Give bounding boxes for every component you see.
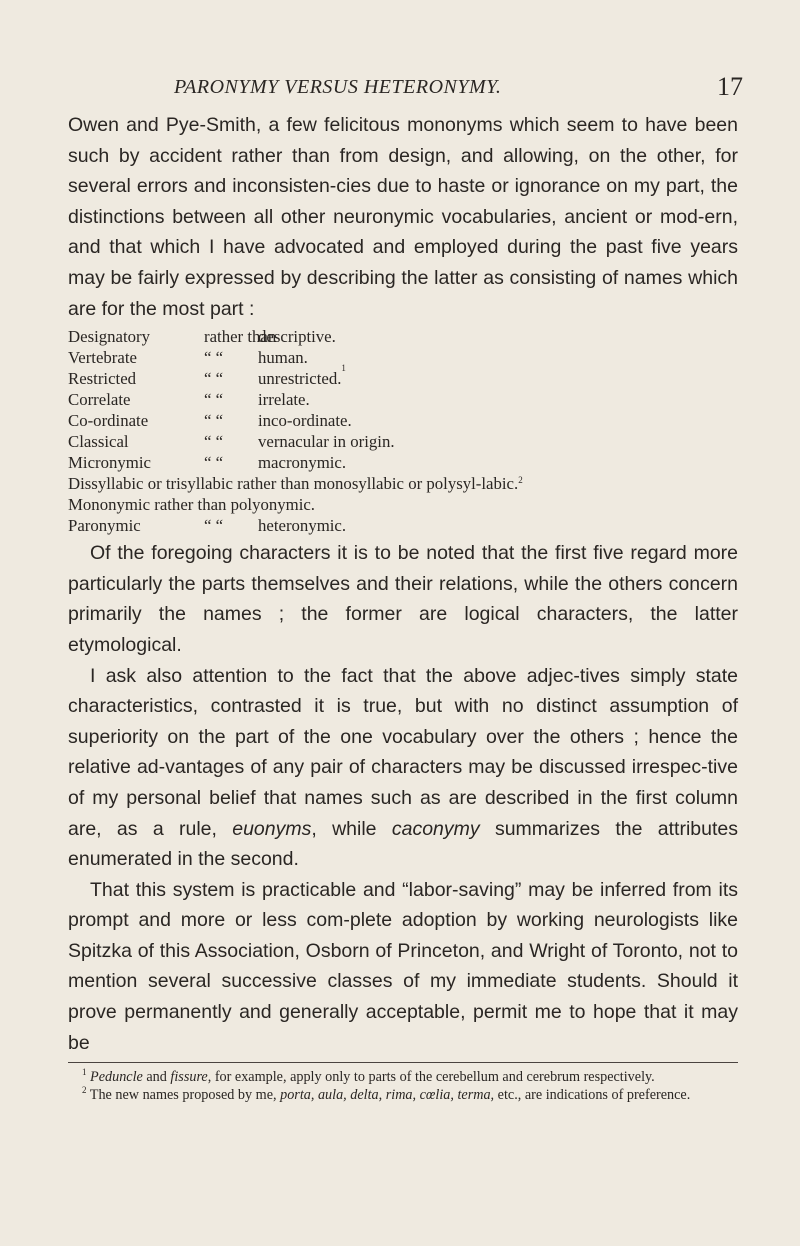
list-second: vernacular in origin.: [258, 432, 395, 452]
list-first: Co-ordinate: [68, 411, 149, 431]
list-first: Micronymic: [68, 453, 151, 473]
list-second: human.: [258, 348, 308, 368]
list-row: [68, 363, 738, 389]
list-ditto: “ “: [204, 411, 224, 431]
list-first: Designatory: [68, 327, 151, 347]
running-title: PARONYMY VERSUS HETERONYMY.: [174, 76, 502, 98]
list-first: Correlate: [68, 390, 131, 410]
page: [68, 72, 743, 1104]
footnote-term: fissure: [170, 1069, 208, 1086]
list-first: Vertebrate: [68, 348, 137, 368]
attention-text: , while: [311, 817, 392, 840]
list-first: Classical: [68, 432, 129, 452]
list-mononymic: Mononymic rather than polyonymic.: [68, 495, 316, 515]
list-row: [68, 410, 738, 431]
footnote-mark: 1: [82, 1067, 87, 1078]
footnote-divider: [68, 1062, 738, 1063]
list-rather: rather than: [204, 327, 277, 347]
list-row: [68, 347, 738, 368]
list-dissyllabic: Dissyllabic or trisyllabic rather than monosyllabic or polysyl-labic.: [68, 474, 519, 494]
footnote-1: [68, 1069, 738, 1087]
list-second: irrelate.: [258, 390, 310, 410]
list-row-dissyllabic: [68, 473, 738, 494]
running-header: [68, 72, 743, 110]
list-row: [68, 389, 738, 410]
page-number: 17: [717, 72, 743, 101]
list-second: heteronymic.: [258, 516, 347, 536]
footnote-text: The new names proposed by me,: [89, 1086, 281, 1103]
list-ditto: “ “: [204, 348, 224, 368]
footnote-mark: 2: [82, 1084, 87, 1095]
footnote-term: porta, aula, delta, rima, cœlia, terma,: [280, 1086, 495, 1103]
attention-paragraph: [68, 661, 738, 875]
list-first: Restricted: [68, 369, 137, 389]
euonyms-term: euonyms: [232, 817, 312, 840]
footnote-marker: 1: [341, 363, 346, 374]
list-first: Paronymic: [68, 516, 141, 536]
list-ditto: “ “: [204, 453, 224, 473]
list-row: [68, 431, 738, 452]
footnote-text: , for example, apply only to parts of the cerebellum and cerebrum respectively.: [207, 1069, 655, 1086]
attention-text: summarizes the attributes enumerated in the second.: [68, 817, 738, 871]
characters-list: [68, 326, 738, 536]
footnote-term: Peduncle: [90, 1069, 143, 1086]
list-row: [68, 515, 738, 536]
footnote-marker: 2: [518, 475, 523, 486]
foregoing-paragraph: Of the foregoing characters it is to be noted that the first five regard more particularly the parts themselves and their relations, while the others concern primarily the names ; the former are logical characters, the latter etymological.: [68, 542, 738, 656]
list-second: unrestricted.: [258, 369, 342, 389]
list-second: inco-ordinate.: [258, 411, 352, 431]
attention-text: I ask also attention to the fact that the above adjec-tives simply state characteristics, contrasted it is true, but with no distinct assumption of superiority on the part of the one vocabulary over the others ; hence the relative ad-vantages of any pair of characters may be discussed irrespec-tive of my personal belief that names such as are described in the first column are, as a rule,: [68, 664, 738, 840]
caconymy-term: caconymy: [391, 817, 480, 840]
list-row: [68, 452, 738, 473]
list-second: macronymic.: [258, 453, 347, 473]
list-ditto: “ “: [204, 390, 224, 410]
footnote-2: [68, 1084, 738, 1105]
list-second: descriptive.: [258, 327, 336, 347]
system-paragraph: That this system is practicable and “labor-saving” may be inferred from its prompt and more or less com-plete adoption by working neurologists like Spitzka of this Association, Osborn of Princeton, and Wright of Toronto, not to mention several successive classes of my immediate students. Should it prove permanently and generally acceptable, permit me to hope that it may be: [68, 878, 738, 1054]
intro-paragraph: Owen and Pye-Smith, a few felicitous mononyms which seem to have been such by accident rather than from design, and allowing, on the other, for several errors and inconsisten-cies due to haste or ignorance on my part, the distinctions between all other neuronymic vocabularies, ancient or mod-ern, and that which I have advocated and employed during the past five years may be fairly expressed by describing the latter as consisting of names which are for the most part :: [68, 114, 738, 320]
list-ditto: “ “: [204, 432, 224, 452]
list-ditto: “ “: [204, 516, 224, 536]
list-row: [68, 326, 738, 347]
footnotes: [68, 1069, 738, 1104]
list-row-mononymic: [68, 494, 738, 515]
footnote-text: etc., are indications of preference.: [494, 1086, 691, 1103]
list-ditto: “ “: [204, 369, 224, 389]
footnote-text: and: [142, 1069, 171, 1086]
